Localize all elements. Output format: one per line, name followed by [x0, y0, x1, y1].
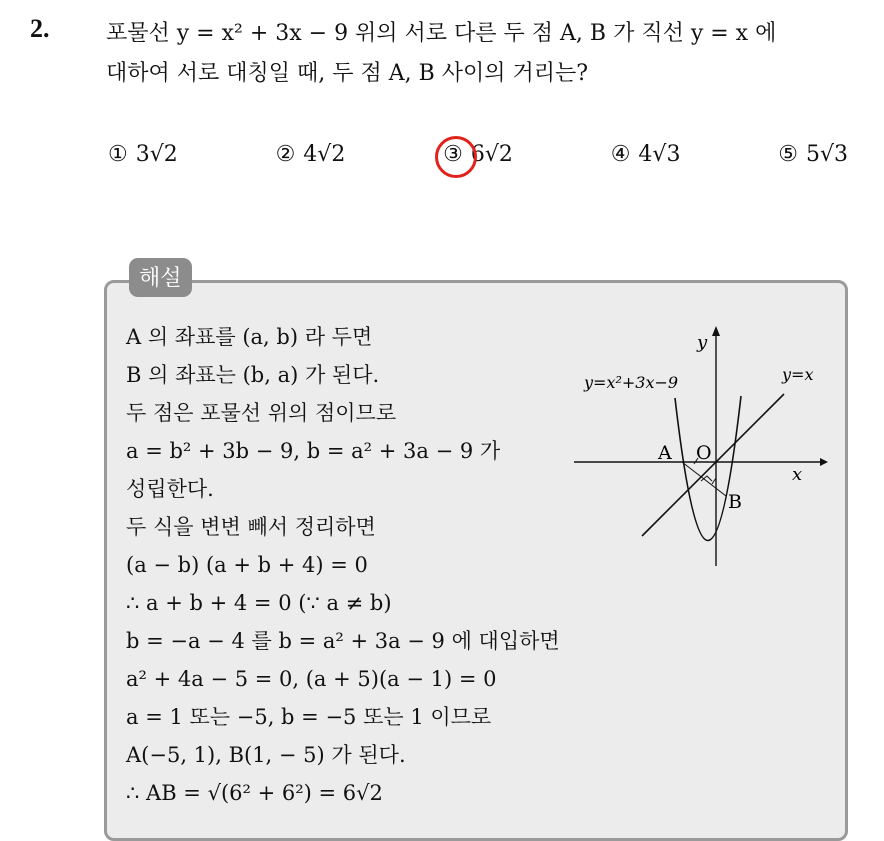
solution-label: 해설 — [129, 258, 192, 297]
y-axis-label: y — [697, 332, 708, 353]
solution-line: ∴ a + b + 4 = 0 (∵ a ≠ b) — [126, 591, 392, 615]
parabola-line-graph — [570, 318, 830, 568]
parabola-curve — [675, 396, 741, 541]
y-axis-arrow — [712, 326, 720, 336]
answer-choices — [108, 142, 848, 167]
parabola-label: y=x²+3x−9 — [584, 373, 679, 392]
solution-line: b = −a − 4 를 b = a² + 3a − 9 에 대입하면 — [126, 629, 560, 653]
choice-4[interactable] — [611, 142, 681, 167]
choice-number: ② — [275, 142, 296, 167]
x-axis-arrow — [820, 458, 828, 466]
choice-number: ③ — [443, 142, 463, 167]
x-axis-label: x — [792, 464, 803, 485]
choice-number: ⑤ — [778, 142, 798, 167]
solution-line: 두 식을 변변 빼서 정리하면 — [126, 515, 376, 539]
point-b-label: B — [728, 491, 742, 513]
solution-line: a = 1 또는 −5, b = −5 또는 1 이므로 — [126, 705, 492, 729]
solution-line: a = b² + 3b − 9, b = a² + 3a − 9 가 — [126, 439, 501, 463]
solution-text — [126, 318, 560, 812]
choice-text: 4√2 — [303, 142, 346, 167]
choice-3-marked[interactable] — [443, 142, 513, 167]
solution-line: A(−5, 1), B(1, − 5) 가 된다. — [126, 743, 406, 767]
choice-number: ④ — [610, 142, 631, 167]
choice-text: 6√2 — [470, 142, 513, 167]
solution-line: B 의 좌표는 (b, a) 가 된다. — [126, 363, 380, 387]
question-text-line-2: 대하여 서로 대칭일 때, 두 점 A, B 사이의 거리는? — [106, 61, 589, 86]
point-a-label: A — [658, 442, 672, 464]
solution-line: A 의 좌표를 (a, b) 라 두면 — [126, 325, 373, 349]
choice-text: 5√3 — [805, 142, 848, 167]
origin-label: O — [696, 442, 712, 464]
line-y-equals-x — [642, 394, 784, 536]
line-label: y=x — [782, 365, 814, 384]
question-text-line-1: 포물선 y = x² + 3x − 9 위의 서로 다른 두 점 A, B 가 직선 y = x 에 — [106, 21, 777, 46]
choice-text: 3√2 — [135, 142, 178, 167]
choice-text: 4√3 — [638, 142, 681, 167]
solution-line: ∴ AB = √(6² + 6²) = 6√2 — [126, 781, 383, 805]
question-number: 2. — [30, 14, 50, 43]
choice-5[interactable] — [778, 142, 848, 167]
choice-2[interactable] — [276, 142, 346, 167]
choice-1[interactable] — [108, 142, 178, 167]
solution-line: a² + 4a − 5 = 0, (a + 5)(a − 1) = 0 — [126, 667, 497, 691]
solution-line: 성립한다. — [126, 477, 214, 501]
solution-line: 두 점은 포물선 위의 점이므로 — [126, 401, 397, 425]
solution-line: (a − b) (a + b + 4) = 0 — [126, 553, 368, 577]
choice-number: ① — [108, 142, 128, 167]
